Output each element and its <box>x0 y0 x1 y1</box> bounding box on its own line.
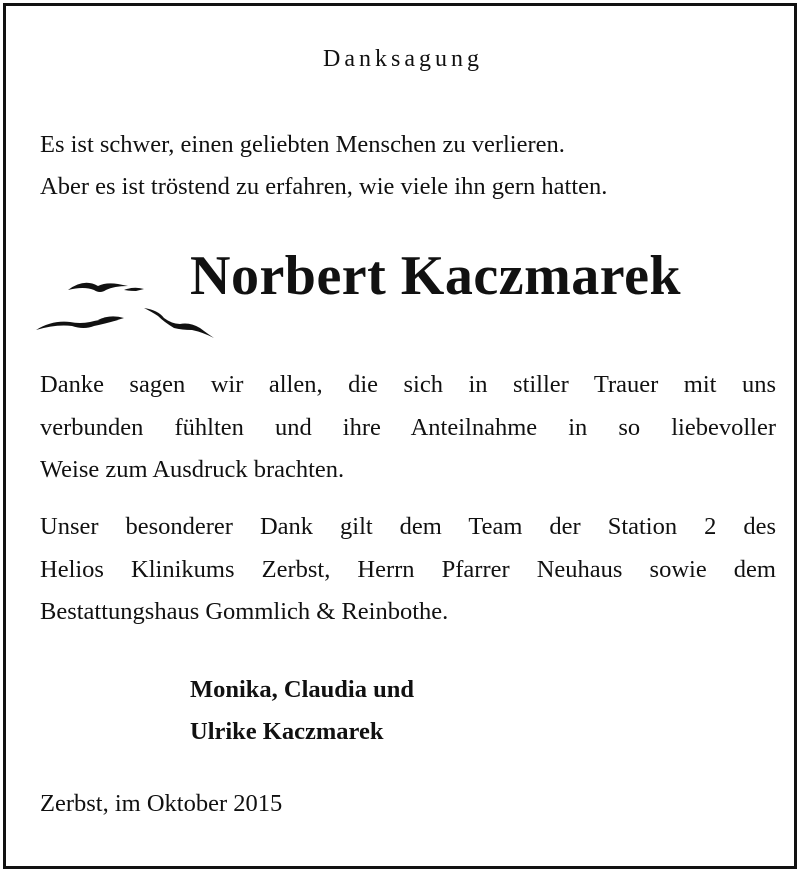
paragraph-line: Helios Klinikums Zerbst, Herrn Pfarrer Neuhaus sowie dem <box>40 555 776 583</box>
paragraph-line: Unser besonderer Dank gilt dem Team der Station 2 des <box>40 513 776 540</box>
special-thanks-paragraph <box>40 506 776 634</box>
signature <box>190 669 414 753</box>
intro-text <box>40 124 607 208</box>
intro-line: Aber es ist tröstend zu erfahren, wie viele ihn gern hatten. <box>40 173 608 200</box>
signature-line: Ulrike Kaczmarek <box>190 718 384 745</box>
paragraph-line: Danke sagen wir allen, die sich in stiller Trauer mit uns <box>40 371 776 398</box>
paragraph-line: Weise zum Ausdruck brachten. <box>40 456 345 483</box>
notice-frame <box>3 3 797 869</box>
notice-heading: Danksagung <box>323 46 483 72</box>
place-date: Zerbst, im Oktober 2015 <box>40 790 283 817</box>
paragraph-line: Bestattungshaus Gommlich & Reinbothe. <box>40 598 449 625</box>
thanks-paragraph <box>40 364 776 492</box>
deceased-name: Norbert Kaczmarek <box>190 245 682 307</box>
signature-line: Monika, Claudia und <box>190 676 414 703</box>
paragraph-line: verbunden fühlten und ihre Anteilnahme in so liebevoller <box>40 413 776 441</box>
intro-line: Es ist schwer, einen geliebten Menschen zu verlieren. <box>40 131 565 158</box>
